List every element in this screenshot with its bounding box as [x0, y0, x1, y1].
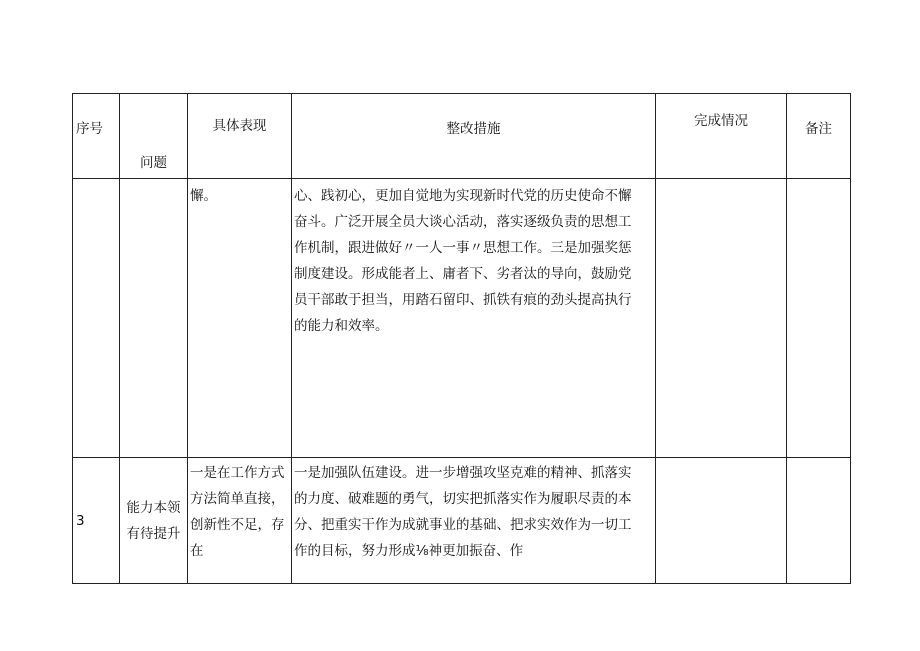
header-seq: 序号 — [73, 94, 120, 179]
row2-remarks — [787, 458, 851, 584]
rectification-table — [72, 93, 851, 584]
row2-seq: 3 — [73, 458, 120, 584]
performance-line: 一是在工作方式 — [190, 465, 285, 481]
measure-line: 员干部敢于担当，用踏石留印、抓铁有痕的劲头提高执行 — [294, 292, 632, 308]
row1-remarks — [787, 179, 851, 458]
header-performance: 具体表现 — [188, 94, 292, 179]
header-issue-label: 问题 — [140, 155, 167, 171]
row1-performance: 懈。 — [188, 179, 292, 458]
header-issue — [120, 94, 188, 179]
measure-line: 作机制，跟进做好〃一人一事〃思想工作。三是加强奖惩 — [294, 240, 632, 256]
measure-line: 的能力和效率。 — [294, 318, 389, 334]
row2-measures — [292, 458, 656, 584]
table-row — [73, 179, 851, 458]
header-completion: 完成情况 — [656, 94, 787, 179]
measure-line: 的力度、破难题的勇气，切实把抓落实作为履职尽责的本 — [294, 491, 632, 507]
row1-seq — [73, 179, 120, 458]
issue-line: 能力本领 — [126, 499, 181, 516]
measure-line: 作的目标，努力形成⅛神更加振奋、作 — [294, 543, 524, 559]
performance-line: 创新性不足，存 — [190, 517, 285, 533]
row1-completion — [656, 179, 787, 458]
issue-line: 有待提升 — [126, 525, 181, 542]
row2-issue — [120, 458, 188, 584]
measure-line: 分、把重实干作为成就事业的基础、把求实效作为一切工 — [294, 517, 632, 533]
measure-line: 制度建设。形成能者上、庸者下、劣者汰的导向，鼓励党 — [294, 266, 632, 282]
row1-issue — [120, 179, 188, 458]
measure-line: 心、践初心，更加自觉地为实现新时代党的历史使命不懈 — [294, 188, 632, 204]
performance-line: 在 — [190, 543, 204, 559]
header-measures: 整改措施 — [292, 94, 656, 179]
measure-line: 奋斗。广泛开展全员大谈心活动，落实逐级负责的思想工 — [294, 214, 632, 230]
table-header-row — [73, 94, 851, 179]
row2-completion — [656, 458, 787, 584]
table-row — [73, 458, 851, 584]
row1-measures — [292, 179, 656, 458]
measure-line: 一是加强队伍建设。进一步增强攻坚克难的精神、抓落实 — [294, 465, 632, 481]
performance-line: 方法简单直接， — [190, 491, 285, 507]
row2-performance — [188, 458, 292, 584]
header-remarks: 备注 — [787, 94, 851, 179]
